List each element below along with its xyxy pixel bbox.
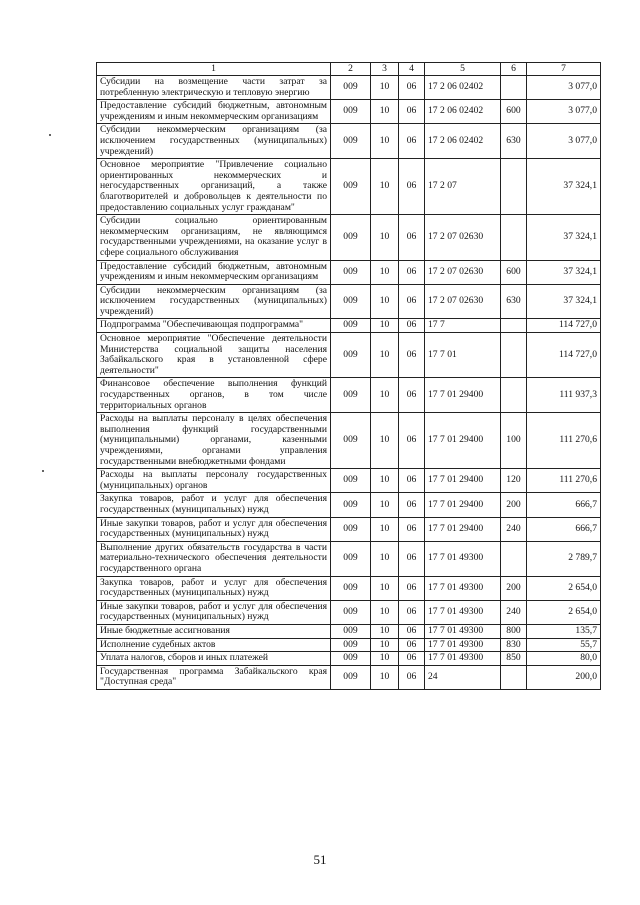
column-header: 5	[425, 63, 501, 76]
amount-cell: 3 077,0	[527, 76, 601, 100]
expense-type-cell	[501, 215, 527, 260]
subsection-code-cell: 06	[399, 284, 425, 319]
row-name-cell: Иные закупки товаров, работ и услуг для обеспечения государственных (муниципальных) нужд	[97, 600, 331, 624]
subsection-code-cell: 06	[399, 76, 425, 100]
ministry-code-cell: 009	[331, 124, 371, 159]
subsection-code-cell: 06	[399, 260, 425, 284]
target-article-cell: 17 7 01 49300	[425, 541, 501, 576]
section-code-cell: 10	[371, 541, 399, 576]
row-name-cell: Финансовое обеспечение выполнения функций государственных органов, в том числе территориальных органов	[97, 378, 331, 413]
table-row	[97, 665, 601, 689]
expense-type-cell	[501, 541, 527, 576]
subsection-code-cell: 06	[399, 624, 425, 638]
subsection-code-cell: 06	[399, 333, 425, 378]
amount-cell: 55,7	[527, 638, 601, 652]
amount-cell: 37 324,1	[527, 159, 601, 215]
table-row	[97, 319, 601, 333]
ministry-code-cell: 009	[331, 469, 371, 493]
ministry-code-cell: 009	[331, 493, 371, 517]
target-article-cell: 17 7 01 49300	[425, 624, 501, 638]
section-code-cell: 10	[371, 665, 399, 689]
subsection-code-cell: 06	[399, 665, 425, 689]
row-name-cell: Государственная программа Забайкальского края "Доступная среда"	[97, 665, 331, 689]
column-header: 4	[399, 63, 425, 76]
row-name-cell: Иные закупки товаров, работ и услуг для обеспечения государственных (муниципальных) нужд	[97, 517, 331, 541]
amount-cell: 37 324,1	[527, 215, 601, 260]
section-code-cell: 10	[371, 333, 399, 378]
ministry-code-cell: 009	[331, 517, 371, 541]
row-name-cell: Основное мероприятие "Привлечение социально ориентированных некоммерческих и негосударственных организаций, а также благотворителей и добровольцев к деятельности по предоставлению социальных услуг гражданам"	[97, 159, 331, 215]
target-article-cell: 17 7 01 29400	[425, 517, 501, 541]
row-name-cell: Основное мероприятие "Обеспечение деятельности Министерства социальной защиты населения Забайкальского края в установленной сфере деятельности"	[97, 333, 331, 378]
row-name-cell: Субсидии на возмещение части затрат за потребленную электрическую и тепловую энергию	[97, 76, 331, 100]
section-code-cell: 10	[371, 215, 399, 260]
subsection-code-cell: 06	[399, 638, 425, 652]
row-name-cell: Субсидии некоммерческим организациям (за исключением государственных (муниципальных) учреждений)	[97, 284, 331, 319]
expense-type-cell	[501, 665, 527, 689]
target-article-cell: 17 2 07 02630	[425, 284, 501, 319]
table-row	[97, 413, 601, 469]
section-code-cell: 10	[371, 469, 399, 493]
expense-type-cell: 850	[501, 652, 527, 666]
section-code-cell: 10	[371, 517, 399, 541]
table-row	[97, 76, 601, 100]
section-code-cell: 10	[371, 260, 399, 284]
table-row	[97, 624, 601, 638]
amount-cell: 3 077,0	[527, 124, 601, 159]
target-article-cell: 17 2 07 02630	[425, 215, 501, 260]
subsection-code-cell: 06	[399, 600, 425, 624]
row-name-cell: Субсидии некоммерческим организациям (за исключением государственных (муниципальных) учреждений)	[97, 124, 331, 159]
section-code-cell: 10	[371, 124, 399, 159]
target-article-cell: 17 7 01 49300	[425, 652, 501, 666]
table-row	[97, 541, 601, 576]
ministry-code-cell: 009	[331, 100, 371, 124]
table-row	[97, 260, 601, 284]
target-article-cell: 17 7 01 29400	[425, 413, 501, 469]
amount-cell: 666,7	[527, 517, 601, 541]
expense-type-cell	[501, 76, 527, 100]
column-header: 2	[331, 63, 371, 76]
expense-type-cell	[501, 159, 527, 215]
ministry-code-cell: 009	[331, 284, 371, 319]
ministry-code-cell: 009	[331, 665, 371, 689]
amount-cell: 114 727,0	[527, 333, 601, 378]
amount-cell: 2 789,7	[527, 541, 601, 576]
row-name-cell: Предоставление субсидий бюджетным, автономным учреждениям и иным некоммерческим организациям	[97, 100, 331, 124]
row-name-cell: Предоставление субсидий бюджетным, автономным учреждениям и иным некоммерческим организациям	[97, 260, 331, 284]
table-row	[97, 469, 601, 493]
section-code-cell: 10	[371, 600, 399, 624]
scan-dot	[49, 134, 51, 136]
subsection-code-cell: 06	[399, 413, 425, 469]
ministry-code-cell: 009	[331, 624, 371, 638]
ministry-code-cell: 009	[331, 576, 371, 600]
expense-type-cell: 200	[501, 576, 527, 600]
row-name-cell: Исполнение судебных актов	[97, 638, 331, 652]
row-name-cell: Закупка товаров, работ и услуг для обеспечения государственных (муниципальных) нужд	[97, 493, 331, 517]
expense-type-cell	[501, 378, 527, 413]
expense-type-cell: 830	[501, 638, 527, 652]
target-article-cell: 17 7 01 49300	[425, 638, 501, 652]
section-code-cell: 10	[371, 652, 399, 666]
section-code-cell: 10	[371, 284, 399, 319]
amount-cell: 200,0	[527, 665, 601, 689]
table-row	[97, 600, 601, 624]
subsection-code-cell: 06	[399, 378, 425, 413]
table-row	[97, 100, 601, 124]
subsection-code-cell: 06	[399, 493, 425, 517]
section-code-cell: 10	[371, 638, 399, 652]
amount-cell: 111 937,3	[527, 378, 601, 413]
target-article-cell: 17 7 01 49300	[425, 576, 501, 600]
amount-cell: 37 324,1	[527, 284, 601, 319]
target-article-cell: 24	[425, 665, 501, 689]
row-name-cell: Иные бюджетные ассигнования	[97, 624, 331, 638]
section-code-cell: 10	[371, 624, 399, 638]
subsection-code-cell: 06	[399, 319, 425, 333]
table-row	[97, 517, 601, 541]
amount-cell: 2 654,0	[527, 576, 601, 600]
row-name-cell: Субсидии социально ориентированным некоммерческим организациям, не являющимся государственными учреждениями, на оказание услуг в сфере социального обслуживания	[97, 215, 331, 260]
table-row	[97, 493, 601, 517]
target-article-cell: 17 2 06 02402	[425, 100, 501, 124]
expense-type-cell: 240	[501, 517, 527, 541]
table-row	[97, 333, 601, 378]
amount-cell: 135,7	[527, 624, 601, 638]
row-name-cell: Расходы на выплаты персоналу в целях обеспечения выполнения функций государственными (муниципальными) органами, казенными учреждениями, органами управления государственными внебюджетными фондами	[97, 413, 331, 469]
table-body	[97, 76, 601, 690]
section-code-cell: 10	[371, 159, 399, 215]
table-row	[97, 215, 601, 260]
subsection-code-cell: 06	[399, 124, 425, 159]
scan-dot	[42, 470, 44, 472]
expense-type-cell: 600	[501, 260, 527, 284]
ministry-code-cell: 009	[331, 215, 371, 260]
table-row	[97, 159, 601, 215]
column-header: 1	[97, 63, 331, 76]
page-number: 51	[313, 852, 327, 867]
table-row	[97, 378, 601, 413]
column-header: 6	[501, 63, 527, 76]
section-code-cell: 10	[371, 319, 399, 333]
ministry-code-cell: 009	[331, 260, 371, 284]
section-code-cell: 10	[371, 100, 399, 124]
subsection-code-cell: 06	[399, 159, 425, 215]
subsection-code-cell: 06	[399, 517, 425, 541]
amount-cell: 111 270,6	[527, 413, 601, 469]
target-article-cell: 17 7 01	[425, 333, 501, 378]
target-article-cell: 17 2 06 02402	[425, 76, 501, 100]
subsection-code-cell: 06	[399, 576, 425, 600]
ministry-code-cell: 009	[331, 652, 371, 666]
amount-cell: 2 654,0	[527, 600, 601, 624]
ministry-code-cell: 009	[331, 319, 371, 333]
column-header: 3	[371, 63, 399, 76]
ministry-code-cell: 009	[331, 600, 371, 624]
amount-cell: 114 727,0	[527, 319, 601, 333]
table-row	[97, 576, 601, 600]
budget-table	[96, 62, 601, 690]
table-header-row	[97, 63, 601, 76]
expense-type-cell	[501, 333, 527, 378]
ministry-code-cell: 009	[331, 541, 371, 576]
expense-type-cell: 120	[501, 469, 527, 493]
subsection-code-cell: 06	[399, 100, 425, 124]
section-code-cell: 10	[371, 413, 399, 469]
table-row	[97, 284, 601, 319]
table-row	[97, 652, 601, 666]
row-name-cell: Выполнение других обязательств государства в части материально-технического обеспечения деятельности государственного органа	[97, 541, 331, 576]
target-article-cell: 17 2 07	[425, 159, 501, 215]
expense-type-cell	[501, 319, 527, 333]
target-article-cell: 17 2 06 02402	[425, 124, 501, 159]
section-code-cell: 10	[371, 576, 399, 600]
row-name-cell: Расходы на выплаты персоналу государственных (муниципальных) органов	[97, 469, 331, 493]
expense-type-cell: 630	[501, 284, 527, 319]
row-name-cell: Подпрограмма "Обеспечивающая подпрограмма"	[97, 319, 331, 333]
expense-type-cell: 200	[501, 493, 527, 517]
target-article-cell: 17 2 07 02630	[425, 260, 501, 284]
amount-cell: 3 077,0	[527, 100, 601, 124]
amount-cell: 111 270,6	[527, 469, 601, 493]
ministry-code-cell: 009	[331, 638, 371, 652]
target-article-cell: 17 7 01 29400	[425, 378, 501, 413]
subsection-code-cell: 06	[399, 215, 425, 260]
expense-type-cell: 600	[501, 100, 527, 124]
table-row	[97, 124, 601, 159]
ministry-code-cell: 009	[331, 159, 371, 215]
row-name-cell: Уплата налогов, сборов и иных платежей	[97, 652, 331, 666]
ministry-code-cell: 009	[331, 76, 371, 100]
section-code-cell: 10	[371, 378, 399, 413]
expense-type-cell: 800	[501, 624, 527, 638]
subsection-code-cell: 06	[399, 469, 425, 493]
expense-type-cell: 630	[501, 124, 527, 159]
subsection-code-cell: 06	[399, 652, 425, 666]
amount-cell: 37 324,1	[527, 260, 601, 284]
target-article-cell: 17 7 01 29400	[425, 469, 501, 493]
expense-type-cell: 100	[501, 413, 527, 469]
target-article-cell: 17 7 01 29400	[425, 493, 501, 517]
ministry-code-cell: 009	[331, 333, 371, 378]
amount-cell: 666,7	[527, 493, 601, 517]
expense-type-cell: 240	[501, 600, 527, 624]
table-row	[97, 638, 601, 652]
ministry-code-cell: 009	[331, 413, 371, 469]
target-article-cell: 17 7 01 49300	[425, 600, 501, 624]
target-article-cell: 17 7	[425, 319, 501, 333]
column-header: 7	[527, 63, 601, 76]
section-code-cell: 10	[371, 493, 399, 517]
subsection-code-cell: 06	[399, 541, 425, 576]
section-code-cell: 10	[371, 76, 399, 100]
amount-cell: 80,0	[527, 652, 601, 666]
ministry-code-cell: 009	[331, 378, 371, 413]
row-name-cell: Закупка товаров, работ и услуг для обеспечения государственных (муниципальных) нужд	[97, 576, 331, 600]
